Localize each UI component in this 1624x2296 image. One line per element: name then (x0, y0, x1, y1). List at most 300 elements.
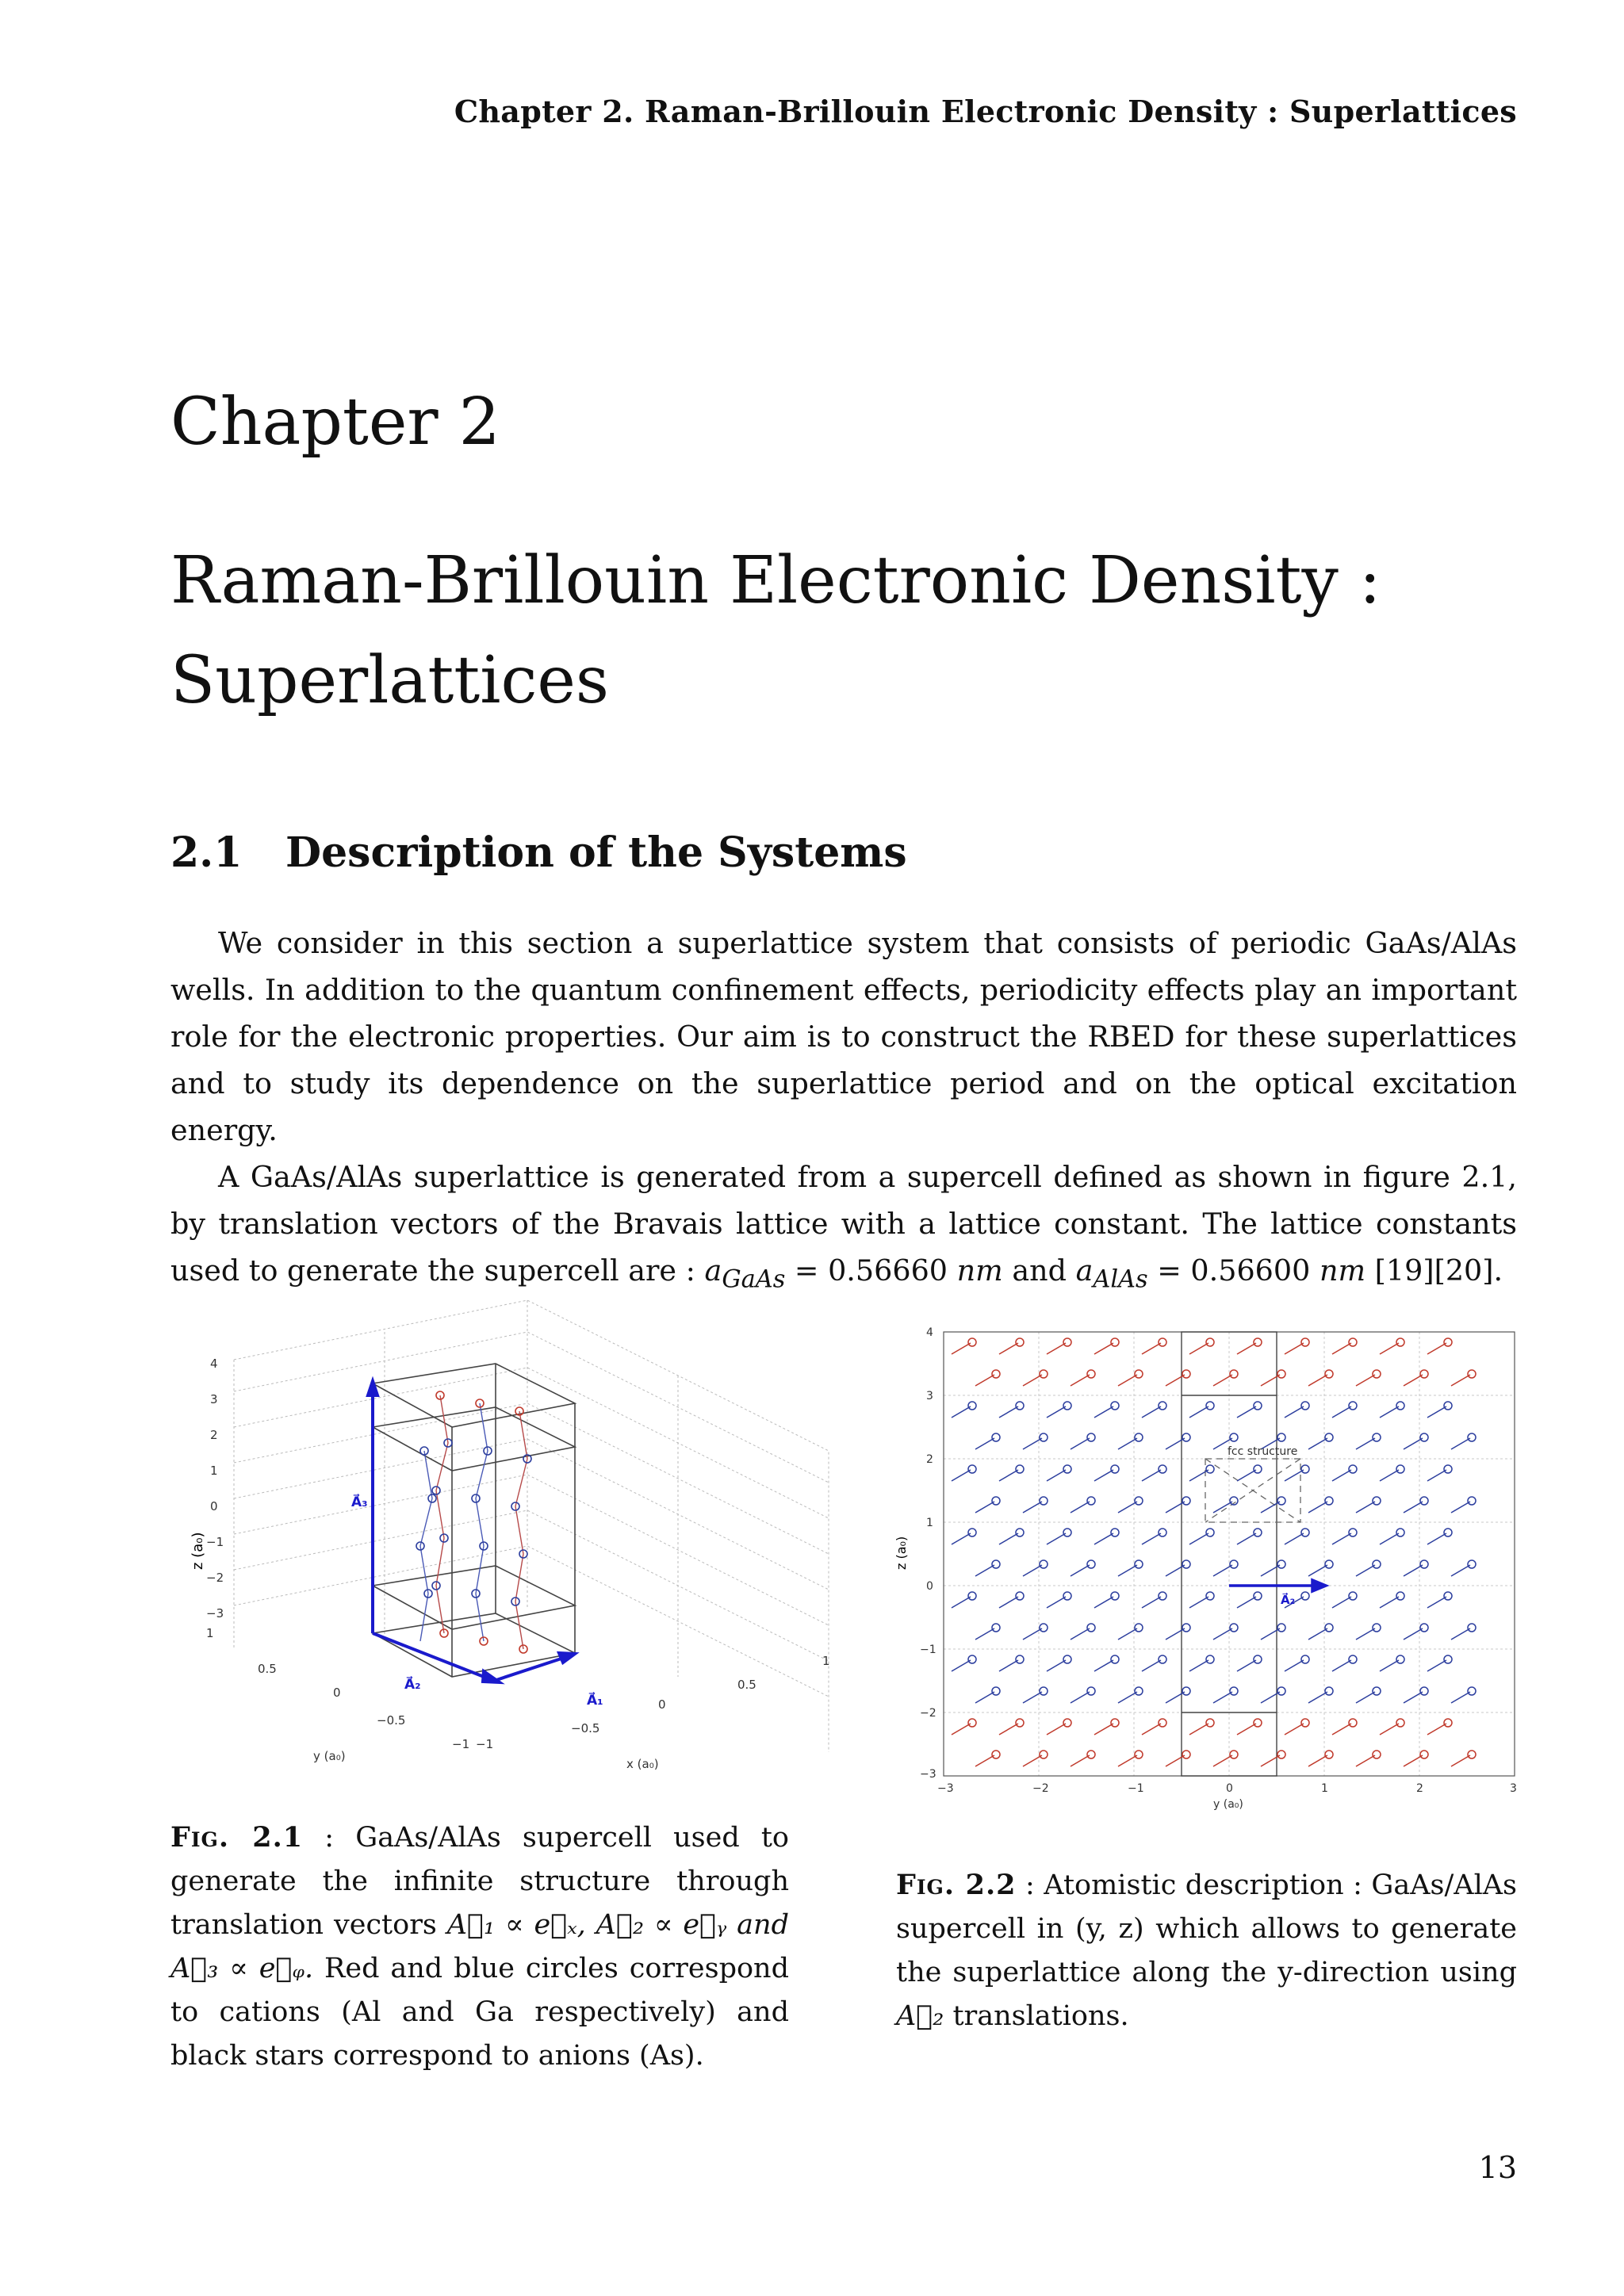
cation-atom (1087, 1687, 1095, 1695)
chapter-title-line2: Superlattices (170, 643, 609, 718)
bond-line (1285, 1406, 1304, 1418)
cation-atom (1444, 1465, 1452, 1473)
cation-atom (1182, 1560, 1190, 1568)
cation-atom (1325, 1624, 1333, 1632)
bond-line (1071, 1692, 1090, 1703)
bond-line (1071, 1755, 1090, 1766)
bond-line (1427, 1533, 1446, 1544)
bond-line (1451, 1438, 1470, 1449)
fig2-vector-a2: A⃗₂ (1281, 1593, 1296, 1607)
cation-atom (1301, 1529, 1309, 1536)
cation-atom (1373, 1497, 1381, 1505)
cation-atom (1396, 1592, 1404, 1600)
fig1-y-tick: −1 (452, 1737, 470, 1751)
bond-line (975, 1565, 994, 1576)
cation-atom (1182, 1433, 1190, 1441)
cation-atom (1373, 1687, 1381, 1695)
cation-atom (1111, 1465, 1119, 1473)
fig1-y-tick: −0.5 (377, 1713, 406, 1728)
cation-atom (1087, 1560, 1095, 1568)
cation-atom (1444, 1592, 1452, 1600)
bond-line (1237, 1724, 1256, 1735)
fig2-z-tick: −1 (920, 1644, 936, 1656)
cation-atom (1206, 1465, 1214, 1473)
bond-line (1404, 1502, 1423, 1513)
fig1-z-label: z (a₀) (190, 1532, 206, 1570)
cation-atom (1063, 1719, 1071, 1727)
fig2-z-label: z (a₀) (894, 1536, 909, 1570)
bond-line (952, 1597, 971, 1608)
bond-line (1356, 1502, 1375, 1513)
cation-atom (1301, 1338, 1309, 1346)
cation-atom (992, 1751, 1000, 1758)
cation-atom (1373, 1751, 1381, 1758)
bond-line (999, 1724, 1018, 1735)
bond-line (1427, 1470, 1446, 1481)
bond-line (1356, 1628, 1375, 1640)
cation-atom (1468, 1751, 1476, 1758)
cation-atom (1182, 1624, 1190, 1632)
cation-atom (992, 1497, 1000, 1505)
fig2-y-tick: 1 (1321, 1782, 1328, 1795)
cation-atom (1277, 1751, 1285, 1758)
cation-atom (1206, 1338, 1214, 1346)
fig1-y-label: y (a₀) (313, 1749, 346, 1763)
cation-atom (1468, 1497, 1476, 1505)
fig2-z-tick: −2 (920, 1707, 936, 1720)
cation-atom (1111, 1592, 1119, 1600)
cation-atom (1016, 1655, 1024, 1663)
cation-atom (1040, 1751, 1048, 1758)
cation-atom (1182, 1751, 1190, 1758)
bond-line (1047, 1533, 1066, 1544)
cation-atom (992, 1687, 1000, 1695)
bond-line (1285, 1724, 1304, 1735)
cation-atom (1111, 1529, 1119, 1536)
cation-atom (1159, 1655, 1166, 1663)
cation-atom (968, 1592, 976, 1600)
cation-atom (1468, 1687, 1476, 1695)
cation-atom (1182, 1687, 1190, 1695)
bond-line (1451, 1755, 1470, 1766)
param-a-alas-sub: AlAs (1093, 1265, 1148, 1294)
cation-atom (1135, 1370, 1143, 1378)
cation-atom (1420, 1560, 1428, 1568)
fig1-vector-a3: A⃗₃ (351, 1494, 368, 1510)
cation-atom (1254, 1529, 1262, 1536)
bond-line (975, 1502, 994, 1513)
bond-line (1451, 1692, 1470, 1703)
bond-line (1237, 1343, 1256, 1354)
cation-atom (1230, 1433, 1238, 1441)
bond-line (1094, 1597, 1113, 1608)
bond-line (1142, 1533, 1161, 1544)
cation-atom (1349, 1529, 1357, 1536)
cation-atom (1040, 1370, 1048, 1378)
fig1-x-label: x (a₀) (626, 1757, 659, 1771)
bond-line (1332, 1660, 1351, 1671)
cation-atom (1087, 1370, 1095, 1378)
cation-atom (1254, 1402, 1262, 1410)
cation-atom (1373, 1624, 1381, 1632)
bond-line (999, 1406, 1018, 1418)
cation-atom (1230, 1370, 1238, 1378)
cation-atom (1254, 1719, 1262, 1727)
cation-atom (1230, 1560, 1238, 1568)
cation-atom (1277, 1624, 1285, 1632)
fig1-x-tick: 0.5 (737, 1678, 756, 1692)
cation-atom (1206, 1529, 1214, 1536)
unit-nm-1: nm (956, 1253, 1003, 1288)
bond-line (1356, 1565, 1375, 1576)
cation-atom (1016, 1529, 1024, 1536)
bond-line (1142, 1470, 1161, 1481)
cation-atom (1349, 1338, 1357, 1346)
cation-atom (1063, 1338, 1071, 1346)
fig1-z-tick: 0 (210, 1499, 218, 1513)
cation-atom (968, 1465, 976, 1473)
fig1-y-tick: 1 (206, 1626, 214, 1640)
figure-2-1-caption-vectors: A⃗₁ ∝ e⃗ₓ, A⃗₂ ∝ e⃗ᵧ and A⃗₃ ∝ e⃗ᵩ. (170, 1909, 789, 1984)
cation-atom (1277, 1497, 1285, 1505)
bond-line (975, 1628, 994, 1640)
bond-line (999, 1343, 1018, 1354)
cation-atom (1325, 1751, 1333, 1758)
bond-line (1380, 1343, 1399, 1354)
bond-line (1451, 1502, 1470, 1513)
cation-atom (1349, 1719, 1357, 1727)
bond-line (1189, 1597, 1208, 1608)
bond-line (1332, 1343, 1351, 1354)
bond-line (1332, 1724, 1351, 1735)
cation-atom (1135, 1433, 1143, 1441)
cation-atom (968, 1719, 976, 1727)
bond-line (952, 1343, 971, 1354)
bond-line (1380, 1406, 1399, 1418)
references: [19][20]. (1365, 1253, 1503, 1288)
cation-atom (1396, 1655, 1404, 1663)
bond-line (1118, 1502, 1137, 1513)
param-eq2: = 0.56600 (1147, 1253, 1320, 1288)
bond-line (1451, 1628, 1470, 1640)
bond-line (1071, 1502, 1090, 1513)
fig1-z-tick: 4 (210, 1357, 218, 1371)
bond-line (1023, 1502, 1042, 1513)
cation-atom (1063, 1529, 1071, 1536)
cation-atom (1087, 1497, 1095, 1505)
cation-atom (1063, 1465, 1071, 1473)
figure-2-2 (888, 1316, 1530, 1823)
cation-atom (1254, 1465, 1262, 1473)
fig2-y-tick: 3 (1510, 1782, 1517, 1795)
bond-line (1427, 1406, 1446, 1418)
bond-line (1142, 1597, 1161, 1608)
bond-line (1427, 1597, 1446, 1608)
bond-line (1047, 1597, 1066, 1608)
cation-atom (1468, 1624, 1476, 1632)
cation-atom (1444, 1338, 1452, 1346)
cation-atom (1349, 1402, 1357, 1410)
cation-atom (968, 1529, 976, 1536)
bond-line (1237, 1660, 1256, 1671)
bond-line (1332, 1406, 1351, 1418)
bond-line (1071, 1375, 1090, 1386)
cation-atom (1135, 1624, 1143, 1632)
bond-line (1356, 1692, 1375, 1703)
cation-atom (1325, 1687, 1333, 1695)
bond-line (1380, 1533, 1399, 1544)
bond-line (1308, 1692, 1327, 1703)
bond-line (1047, 1724, 1066, 1735)
cation-atom (1468, 1433, 1476, 1441)
fig1-vector-a2: A⃗₂ (404, 1677, 421, 1693)
cation-atom (1349, 1465, 1357, 1473)
bond-line (952, 1724, 971, 1735)
cation-atom (1135, 1497, 1143, 1505)
bond-line (1189, 1343, 1208, 1354)
cation-atom (1277, 1370, 1285, 1378)
bond-line (1047, 1660, 1066, 1671)
cation-atom (1277, 1433, 1285, 1441)
fig1-x-tick: −0.5 (571, 1721, 600, 1735)
bond-line (1380, 1660, 1399, 1671)
cation-atom (1254, 1655, 1262, 1663)
cation-atom (1159, 1402, 1166, 1410)
cation-atom (1349, 1655, 1357, 1663)
bond-line (1189, 1406, 1208, 1418)
bond-line (975, 1755, 994, 1766)
figure-2-1-caption (170, 1816, 789, 2078)
bond-line (1094, 1406, 1113, 1418)
cation-atom (1016, 1592, 1024, 1600)
param-a-gaas: a (704, 1253, 722, 1288)
fig2-z-tick: 3 (926, 1390, 933, 1402)
chapter-title (170, 531, 1519, 731)
bond-line (1451, 1375, 1470, 1386)
bond-line (1189, 1660, 1208, 1671)
cation-atom (1420, 1370, 1428, 1378)
bond-line (1404, 1692, 1423, 1703)
cation-atom (968, 1402, 976, 1410)
bond-line (1094, 1533, 1113, 1544)
bond-line (999, 1470, 1018, 1481)
cation-atom (1182, 1370, 1190, 1378)
bond-line (1285, 1660, 1304, 1671)
cation-atom (1301, 1719, 1309, 1727)
cation-atom (1159, 1465, 1166, 1473)
cation-atom (1420, 1624, 1428, 1632)
cation-atom (1087, 1433, 1095, 1441)
bond-line (1356, 1375, 1375, 1386)
param-a-gaas-sub: GaAs (722, 1265, 786, 1294)
fig2-y-tick: −1 (1128, 1782, 1144, 1795)
cation-atom (1135, 1687, 1143, 1695)
cation-atom (1420, 1497, 1428, 1505)
bond-line (999, 1597, 1018, 1608)
fig2-y-tick: −2 (1032, 1782, 1049, 1795)
figure-2-2-caption-a: : Atomistic description : GaAs/AlAs supercell in (y, z) which allows to generate the superlattice along the y-direction using (896, 1869, 1517, 1988)
figure-2-2-plot (888, 1316, 1530, 1823)
figure-2-1-caption-a: : GaAs/AlAs supercell used to generate the infinite structure through translation vectors (170, 1822, 790, 1941)
cation-atom (1040, 1433, 1048, 1441)
cation-atom (1063, 1592, 1071, 1600)
fig2-fcc-label: fcc structure (1228, 1445, 1298, 1458)
fig1-z-tick: −2 (206, 1571, 224, 1585)
chapter-title-line1: Raman-Brillouin Electronic Density : (170, 543, 1381, 618)
cation-atom (1277, 1560, 1285, 1568)
figure-2-2-caption-vec: A⃗₂ (896, 2000, 944, 2032)
fig2-y-tick: 0 (1226, 1782, 1233, 1795)
bond-line (975, 1692, 994, 1703)
bond-line (1237, 1597, 1256, 1608)
unit-nm-2: nm (1319, 1253, 1366, 1288)
bond-line (1451, 1565, 1470, 1576)
bond-line (975, 1438, 994, 1449)
cation-atom (992, 1433, 1000, 1441)
bond-line (952, 1660, 971, 1671)
cation-atom (992, 1560, 1000, 1568)
bond-line (1142, 1724, 1161, 1735)
fig1-z-tick: 1 (210, 1464, 218, 1478)
bond-line (1356, 1438, 1375, 1449)
cation-atom (1230, 1624, 1238, 1632)
bond-line (952, 1533, 971, 1544)
cation-atom (1468, 1560, 1476, 1568)
cation-atom (1159, 1338, 1166, 1346)
figure-2-1-plot (163, 1269, 845, 1823)
cation-atom (1396, 1402, 1404, 1410)
running-head: Chapter 2. Raman-Brillouin Electronic Density : Superlattices (454, 94, 1517, 129)
cation-atom (1420, 1687, 1428, 1695)
cation-atom (1373, 1370, 1381, 1378)
bond-line (1047, 1406, 1066, 1418)
cation-atom (992, 1370, 1000, 1378)
fig2-z-tick: 0 (926, 1580, 933, 1593)
cation-atom (1040, 1687, 1048, 1695)
bond-line (1332, 1470, 1351, 1481)
cation-atom (1206, 1592, 1214, 1600)
chapter-label: Chapter 2 (170, 385, 500, 460)
figure-2-1-tag: Fig. 2.1 (170, 1821, 304, 1854)
bond-line (1380, 1470, 1399, 1481)
bond-line (1094, 1724, 1113, 1735)
cation-atom (1468, 1370, 1476, 1378)
figure-2-2-caption-b: translations. (944, 2000, 1129, 2032)
bond-line (1142, 1343, 1161, 1354)
bond-line (1094, 1660, 1113, 1671)
cation-atom (1087, 1751, 1095, 1758)
cation-atom (1206, 1402, 1214, 1410)
cation-atom (1159, 1719, 1166, 1727)
bond-line (1189, 1533, 1208, 1544)
figure-2-2-tag: Fig. 2.2 (896, 1869, 1017, 1901)
cation-atom (1444, 1529, 1452, 1536)
bond-line (1071, 1565, 1090, 1576)
cation-atom (1087, 1624, 1095, 1632)
bond-line (1332, 1533, 1351, 1544)
figure-2-2-caption (896, 1863, 1517, 2038)
cation-atom (1063, 1402, 1071, 1410)
bond-line (1071, 1628, 1090, 1640)
cation-atom (1016, 1719, 1024, 1727)
cation-atom (1182, 1497, 1190, 1505)
cation-atom (1111, 1402, 1119, 1410)
cation-atom (1159, 1529, 1166, 1536)
fig1-z-tick: 2 (210, 1428, 218, 1442)
param-a-alas: a (1075, 1253, 1094, 1288)
paragraph-1: We consider in this section a superlattice system that consists of periodic GaAs/AlAs wells. In addition to the quantum confinement effects, periodicity effects play an important role for the electronic properties. Our aim is to construct the RBED for these superlattices and to study its dependence on the superlattice period and on the optical excitation energy. (170, 926, 1517, 1147)
bond-line (1380, 1724, 1399, 1735)
fig1-z-tick: 3 (210, 1392, 218, 1406)
fig1-y-tick: 0 (333, 1686, 341, 1700)
cation-atom (1396, 1465, 1404, 1473)
cation-atom (1325, 1433, 1333, 1441)
cation-atom (1016, 1338, 1024, 1346)
bond-line (1094, 1343, 1113, 1354)
cation-atom (1016, 1465, 1024, 1473)
cation-atom (1111, 1655, 1119, 1663)
bond-line (1380, 1597, 1399, 1608)
bond-line (1142, 1406, 1161, 1418)
cation-atom (1111, 1719, 1119, 1727)
figure-2-1-caption-b: Red and blue circles correspond to cations (Al and Ga respectively) and black stars correspond to anions (As). (170, 1953, 789, 2072)
bond-line (1118, 1692, 1137, 1703)
bond-line (1023, 1692, 1042, 1703)
cation-atom (1396, 1719, 1404, 1727)
bond-line (1332, 1597, 1351, 1608)
cation-atom (1444, 1719, 1452, 1727)
cation-atom (1325, 1560, 1333, 1568)
cation-atom (1254, 1592, 1262, 1600)
bond-line (1094, 1470, 1113, 1481)
fig1-vector-a1: A⃗₁ (587, 1693, 603, 1709)
figure-2-1 (163, 1269, 845, 1823)
bond-line (1071, 1438, 1090, 1449)
cation-atom (1444, 1402, 1452, 1410)
cation-atom (1040, 1560, 1048, 1568)
bond-line (999, 1533, 1018, 1544)
page-number: 13 (1478, 2150, 1517, 2185)
section-number: 2.1 (170, 828, 243, 877)
cation-atom (1016, 1402, 1024, 1410)
cation-atom (1040, 1624, 1048, 1632)
fig2-z-tick: −3 (920, 1768, 936, 1781)
cation-atom (1301, 1655, 1309, 1663)
paragraph-2-text: A GaAs/AlAs superlattice is generated from a supercell defined as shown in figure 2.1, by translation vectors of the Bravais lattice with a lattice constant. The lattice constants used to generate the supercell are : (170, 1160, 1517, 1288)
cation-atom (968, 1655, 976, 1663)
bond-line (1427, 1343, 1446, 1354)
cation-atom (968, 1338, 976, 1346)
cation-atom (1040, 1497, 1048, 1505)
cation-atom (1135, 1751, 1143, 1758)
fig2-z-tick: 4 (926, 1326, 933, 1339)
bond-line (1189, 1724, 1208, 1735)
cation-atom (1254, 1338, 1262, 1346)
cation-atom (1373, 1560, 1381, 1568)
bond-line (999, 1660, 1018, 1671)
bond-line (1047, 1470, 1066, 1481)
param-eq1: = 0.56660 (785, 1253, 957, 1288)
cation-atom (1111, 1338, 1119, 1346)
fig1-x-tick: 0 (658, 1697, 666, 1712)
fig2-y-tick: 2 (1416, 1782, 1423, 1795)
cation-atom (1230, 1687, 1238, 1695)
body-text (170, 920, 1517, 1303)
cation-atom (1230, 1751, 1238, 1758)
cation-atom (1396, 1338, 1404, 1346)
fig1-x-tick: −1 (476, 1737, 494, 1751)
bond-line (952, 1406, 971, 1418)
